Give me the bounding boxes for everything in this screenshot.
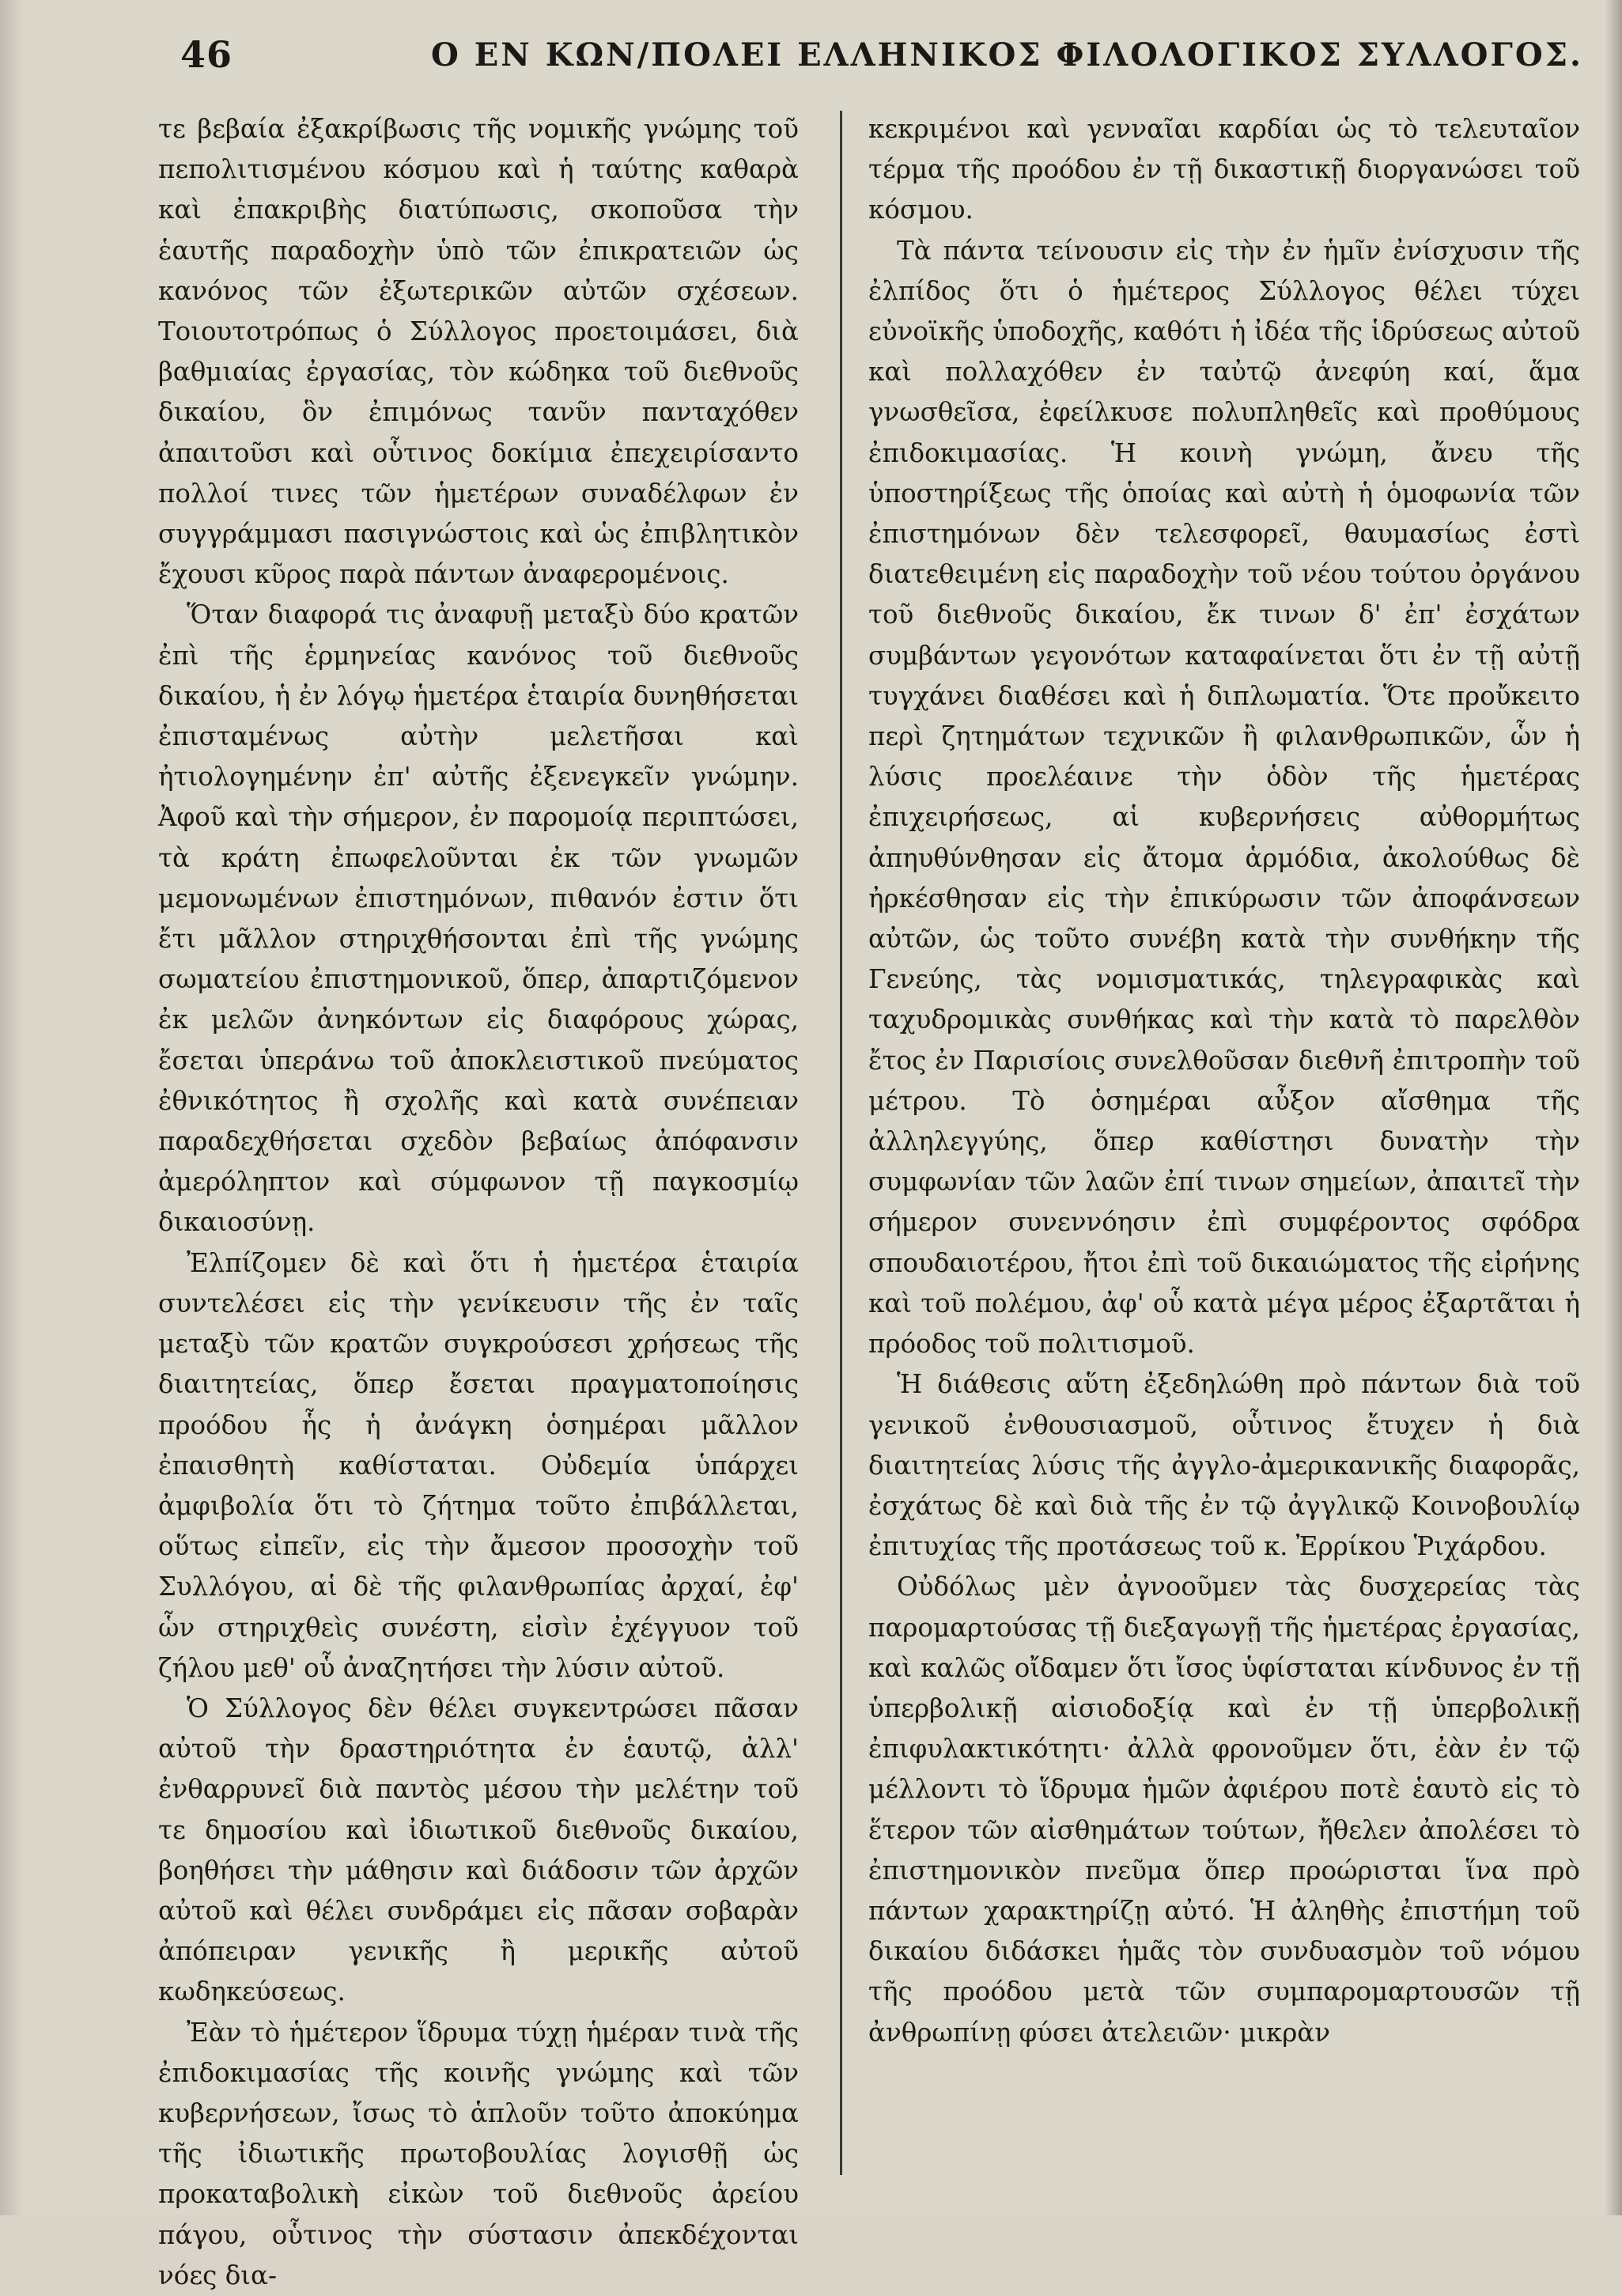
- paragraph: Ἡ διάθεσις αὕτη ἐξεδηλώθη πρὸ πάντων διὰ τοῦ γενικοῦ ἐνθουσιασμοῦ, οὗτινος ἔτυχεν ἡ διὰ διαιτητείας λύσις τῆς ἀγγλο-ἀμερικανικῆς διαφορᾶς, ἐσχάτως δὲ καὶ διὰ τῆς ἐν τῷ ἀγγλικῷ Κοινοβουλίῳ ἐπιτυχίας τῆς προτάσεως τοῦ κ. Ἐρρίκου Ῥιχάρδου.: [868, 1369, 1580, 1562]
- paragraph: κεκριμένοι καὶ γενναῖαι καρδίαι ὡς τὸ τελευταῖον τέρμα τῆς προόδου ἐν τῇ δικαστικῇ διοργανώσει τοῦ κόσμου.: [868, 114, 1580, 225]
- left-column: [158, 109, 799, 2296]
- paragraph: Ὅταν διαφορά τις ἀναφυῇ μεταξὺ δύο κρατῶν ἐπὶ τῆς ἑρμηνείας κανόνος τοῦ διεθνοῦς δικαίου, ἡ ἐν λόγῳ ἡμετέρα ἑταιρία δυνηθήσεται ἐπισταμένως αὐτὴν μελετῆσαι καὶ ἠτιολογημένην ἐπ' αὐτῆς ἐξενεγκεῖν γνώμην. Ἀφοῦ καὶ τὴν σήμερον, ἐν παρομοίᾳ περιπτώσει, τὰ κράτη ἐπωφελοῦνται ἐκ τῶν γνωμῶν μεμονωμένων ἐπιστημόνων, πιθανόν ἐστιν ὅτι ἔτι μᾶλλον στηριχθήσονται ἐπὶ τῆς γνώμης σωματείου ἐπιστημονικοῦ, ὅπερ, ἀπαρτιζόμενον ἐκ μελῶν ἀνηκόντων εἰς διαφόρους χώρας, ἔσεται ὑπεράνω τοῦ ἀποκλειστικοῦ πνεύματος ἐθνικότητος ἢ σχολῆς καὶ κατὰ συνέπειαν παραδεχθήσεται σχεδὸν βεβαίως ἀπόφανσιν ἀμερόληπτον καὶ σύμφωνον τῇ παγκοσμίῳ δικαιοσύνῃ.: [158, 600, 799, 1238]
- paragraph: Ἐλπίζομεν δὲ καὶ ὅτι ἡ ἡμετέρα ἑταιρία συντελέσει εἰς τὴν γενίκευσιν τῆς ἐν ταῖς μεταξὺ τῶν κρατῶν συγκρούσεσι χρήσεως τῆς διαιτητείας, ὅπερ ἔσεται πραγματοποίησις προόδου ἧς ἡ ἀνάγκη ὁσημέραι μᾶλλον ἐπαισθητὴ καθίσταται. Οὐδεμία ὑπάρχει ἀμφιβολία ὅτι τὸ ζήτημα τοῦτο ἐπιβάλλεται, οὕτως εἰπεῖν, εἰς τὴν ἄμεσον προσοχὴν τοῦ Συλλόγου, αἱ δὲ τῆς φιλανθρωπίας ἀρχαί, ἐφ' ὧν στηριχθεὶς συνέστη, εἰσὶν ἐχέγγυον τοῦ ζήλου μεθ' οὗ ἀναζητήσει τὴν λύσιν αὐτοῦ.: [158, 1247, 799, 1683]
- paragraph: Ἐὰν τὸ ἡμέτερον ἵδρυμα τύχῃ ἡμέραν τινὰ τῆς ἐπιδοκιμασίας τῆς κοινῆς γνώμης καὶ τῶν κυβερνήσεων, ἴσως τὸ ἁπλοῦν τοῦτο ἀποκύημα τῆς ἰδιωτικῆς πρωτοβουλίας λογισθῇ ὡς προκαταβολικὴ εἰκὼν τοῦ διεθνοῦς ἀρείου πάγου, οὗτινος τὴν σύστασιν ἀπεκδέχονται νόες δια-: [158, 2017, 799, 2290]
- paragraph: Τὰ πάντα τείνουσιν εἰς τὴν ἐν ἡμῖν ἐνίσχυσιν τῆς ἐλπίδος ὅτι ὁ ἡμέτερος Σύλλογος θέλει τύχει εὐνοϊκῆς ὑποδοχῆς, καθότι ἡ ἰδέα τῆς ἱδρύσεως αὐτοῦ καὶ πολλαχόθεν ἐν ταὐτῷ ἀνεφύη καί, ἅμα γνωσθεῖσα, ἐφείλκυσε πολυπληθεῖς καὶ προθύμους ἐπιδοκιμασίας. Ἡ κοινὴ γνώμη, ἄνευ τῆς ὑποστηρίξεως τῆς ὁποίας καὶ αὐτὴ ἡ ὁμοφωνία τῶν ἐπιστημόνων δὲν τελεσφορεῖ, θαυμασίως ἐστὶ διατεθειμένη εἰς παραδοχὴν τοῦ νέου τούτου ὀργάνου τοῦ διεθνοῦς δικαίου, ἔκ τινων δ' ἐπ' ἐσχάτων συμβάντων γεγονότων καταφαίνεται ὅτι ἐν τῇ αὐτῇ τυγχάνει διαθέσει καὶ ἡ διπλωματία. Ὅτε προὔκειτο περὶ ζητημάτων τεχνικῶν ἢ φιλανθρωπικῶν, ὧν ἡ λύσις προελέαινε τὴν ὁδὸν τῆς ἡμετέρας ἐπιχειρήσεως, αἱ κυβερνήσεις αὐθορμήτως ἀπηυθύνθησαν εἰς ἄτομα ἁρμόδια, ἀκολούθως δὲ ἠρκέσθησαν εἰς τὴν ἐπικύρωσιν τῶν ἀποφάνσεων αὐτῶν, ὡς τοῦτο συνέβη κατὰ τὴν συνθήκην τῆς Γενεύης, τὰς νομισματικάς, τηλεγραφικὰς καὶ ταχυδρομικὰς συνθήκας καὶ τὴν κατὰ τὸ παρελθὸν ἔτος ἐν Παρισίοις συνελθοῦσαν διεθνῆ ἐπιτροπὴν τοῦ μέτρου. Τὸ ὁσημέραι αὖξον αἴσθημα τῆς ἀλληλεγγύης, ὅπερ καθίστησι δυνατὴν τὴν συμφωνίαν τῶν λαῶν ἐπί τινων σημείων, ἀπαιτεῖ τὴν σήμερον συνεννόησιν ἐπὶ συμφέροντος σφόδρα σπουδαιοτέρου, ἤτοι ἐπὶ τοῦ δικαιώματος τῆς εἰρήνης καὶ τοῦ πολέμου, ἀφ' οὗ κατὰ μέγα μέρος ἐξαρτᾶται ἡ πρόοδος τοῦ πολιτισμοῦ.: [868, 235, 1580, 1360]
- column-divider: [840, 111, 842, 2175]
- running-title: Ο ΕΝ ΚΩΝ/ΠΟΛΕΙ ΕΛΛΗΝΙΚΟΣ ΦΙΛΟΛΟΓΙΚΟΣ ΣΥΛΛΟΓΟΣ.: [431, 36, 1583, 74]
- paragraph: Ὁ Σύλλογος δὲν θέλει συγκεντρώσει πᾶσαν αὐτοῦ τὴν δραστηριότητα ἐν ἑαυτῷ, ἀλλ' ἐνθαρρυνεῖ διὰ παντὸς μέσου τὴν μελέτην τοῦ τε δημοσίου καὶ ἰδιωτικοῦ διεθνοῦς δικαίου, βοηθήσει τὴν μάθησιν καὶ διάδοσιν τῶν ἀρχῶν αὐτοῦ καὶ θέλει συνδράμει εἰς πᾶσαν σοβαρὰν ἀπόπειραν γενικῆς ἢ μερικῆς αὐτοῦ κωδηκεύσεως.: [158, 1693, 799, 2007]
- page-header: [0, 33, 1622, 89]
- page-number: 46: [180, 33, 233, 76]
- paragraph: Οὐδόλως μὲν ἀγνοοῦμεν τὰς δυσχερείας τὰς παρομαρτούσας τῇ διεξαγωγῇ τῆς ἡμετέρας ἐργασίας, καὶ καλῶς οἴδαμεν ὅτι ἴσος ὑφίσταται κίνδυνος ἐν τῇ ὑπερβολικῇ αἰσιοδοξίᾳ καὶ ἐν τῇ ὑπερβολικῇ ἐπιφυλακτικότητι· ἀλλὰ φρονοῦμεν ὅτι, ἐὰν ἐν τῷ μέλλοντι τὸ ἵδρυμα ἡμῶν ἀφιέρου ποτὲ ἑαυτὸ εἰς τὸ ἕτερον τῶν αἰσθημάτων τούτων, ἤθελεν ἀπολέσει τὸ ἐπιστημονικὸν πνεῦμα ὅπερ προώρισται ἵνα πρὸ πάντων χαρακτηρίζῃ αὐτό. Ἡ ἀληθὴς ἐπιστήμη τοῦ δικαίου διδάσκει ἡμᾶς τὸν συνδυασμὸν τοῦ νόμου τῆς προόδου μετὰ τῶν συμπαρομαρτουσῶν τῇ ἀνθρωπίνῃ φύσει ἀτελειῶν· μικρὰν: [868, 1572, 1580, 2048]
- paragraph: τε βεβαία ἐξακρίβωσις τῆς νομικῆς γνώμης τοῦ πεπολιτισμένου κόσμου καὶ ἡ ταύτης καθαρὰ καὶ ἐπακριβὴς διατύπωσις, σκοποῦσα τὴν ἑαυτῆς παραδοχὴν ὑπὸ τῶν ἐπικρατειῶν ὡς κανόνος τῶν ἐξωτερικῶν αὐτῶν σχέσεων. Τοιουτοτρόπως ὁ Σύλλογος προετοιμάσει, διὰ βαθμιαίας ἐργασίας, τὸν κώδηκα τοῦ διεθνοῦς δικαίου, ὃν ἐπιμόνως τανῦν πανταχόθεν ἀπαιτοῦσι καὶ οὗτινος δοκίμια ἐπεχειρίσαντο πολλοί τινες τῶν ἡμετέρων συναδέλφων ἐν συγγράμμασι πασιγνώστοις καὶ ὡς ἐπιβλητικὸν ἔχουσι κῦρος παρὰ πάντων ἀναφερομένοις.: [158, 114, 799, 590]
- right-column: [868, 109, 1580, 2053]
- page-left-shadow: [0, 0, 24, 2215]
- page-right-shadow: [1605, 0, 1622, 2215]
